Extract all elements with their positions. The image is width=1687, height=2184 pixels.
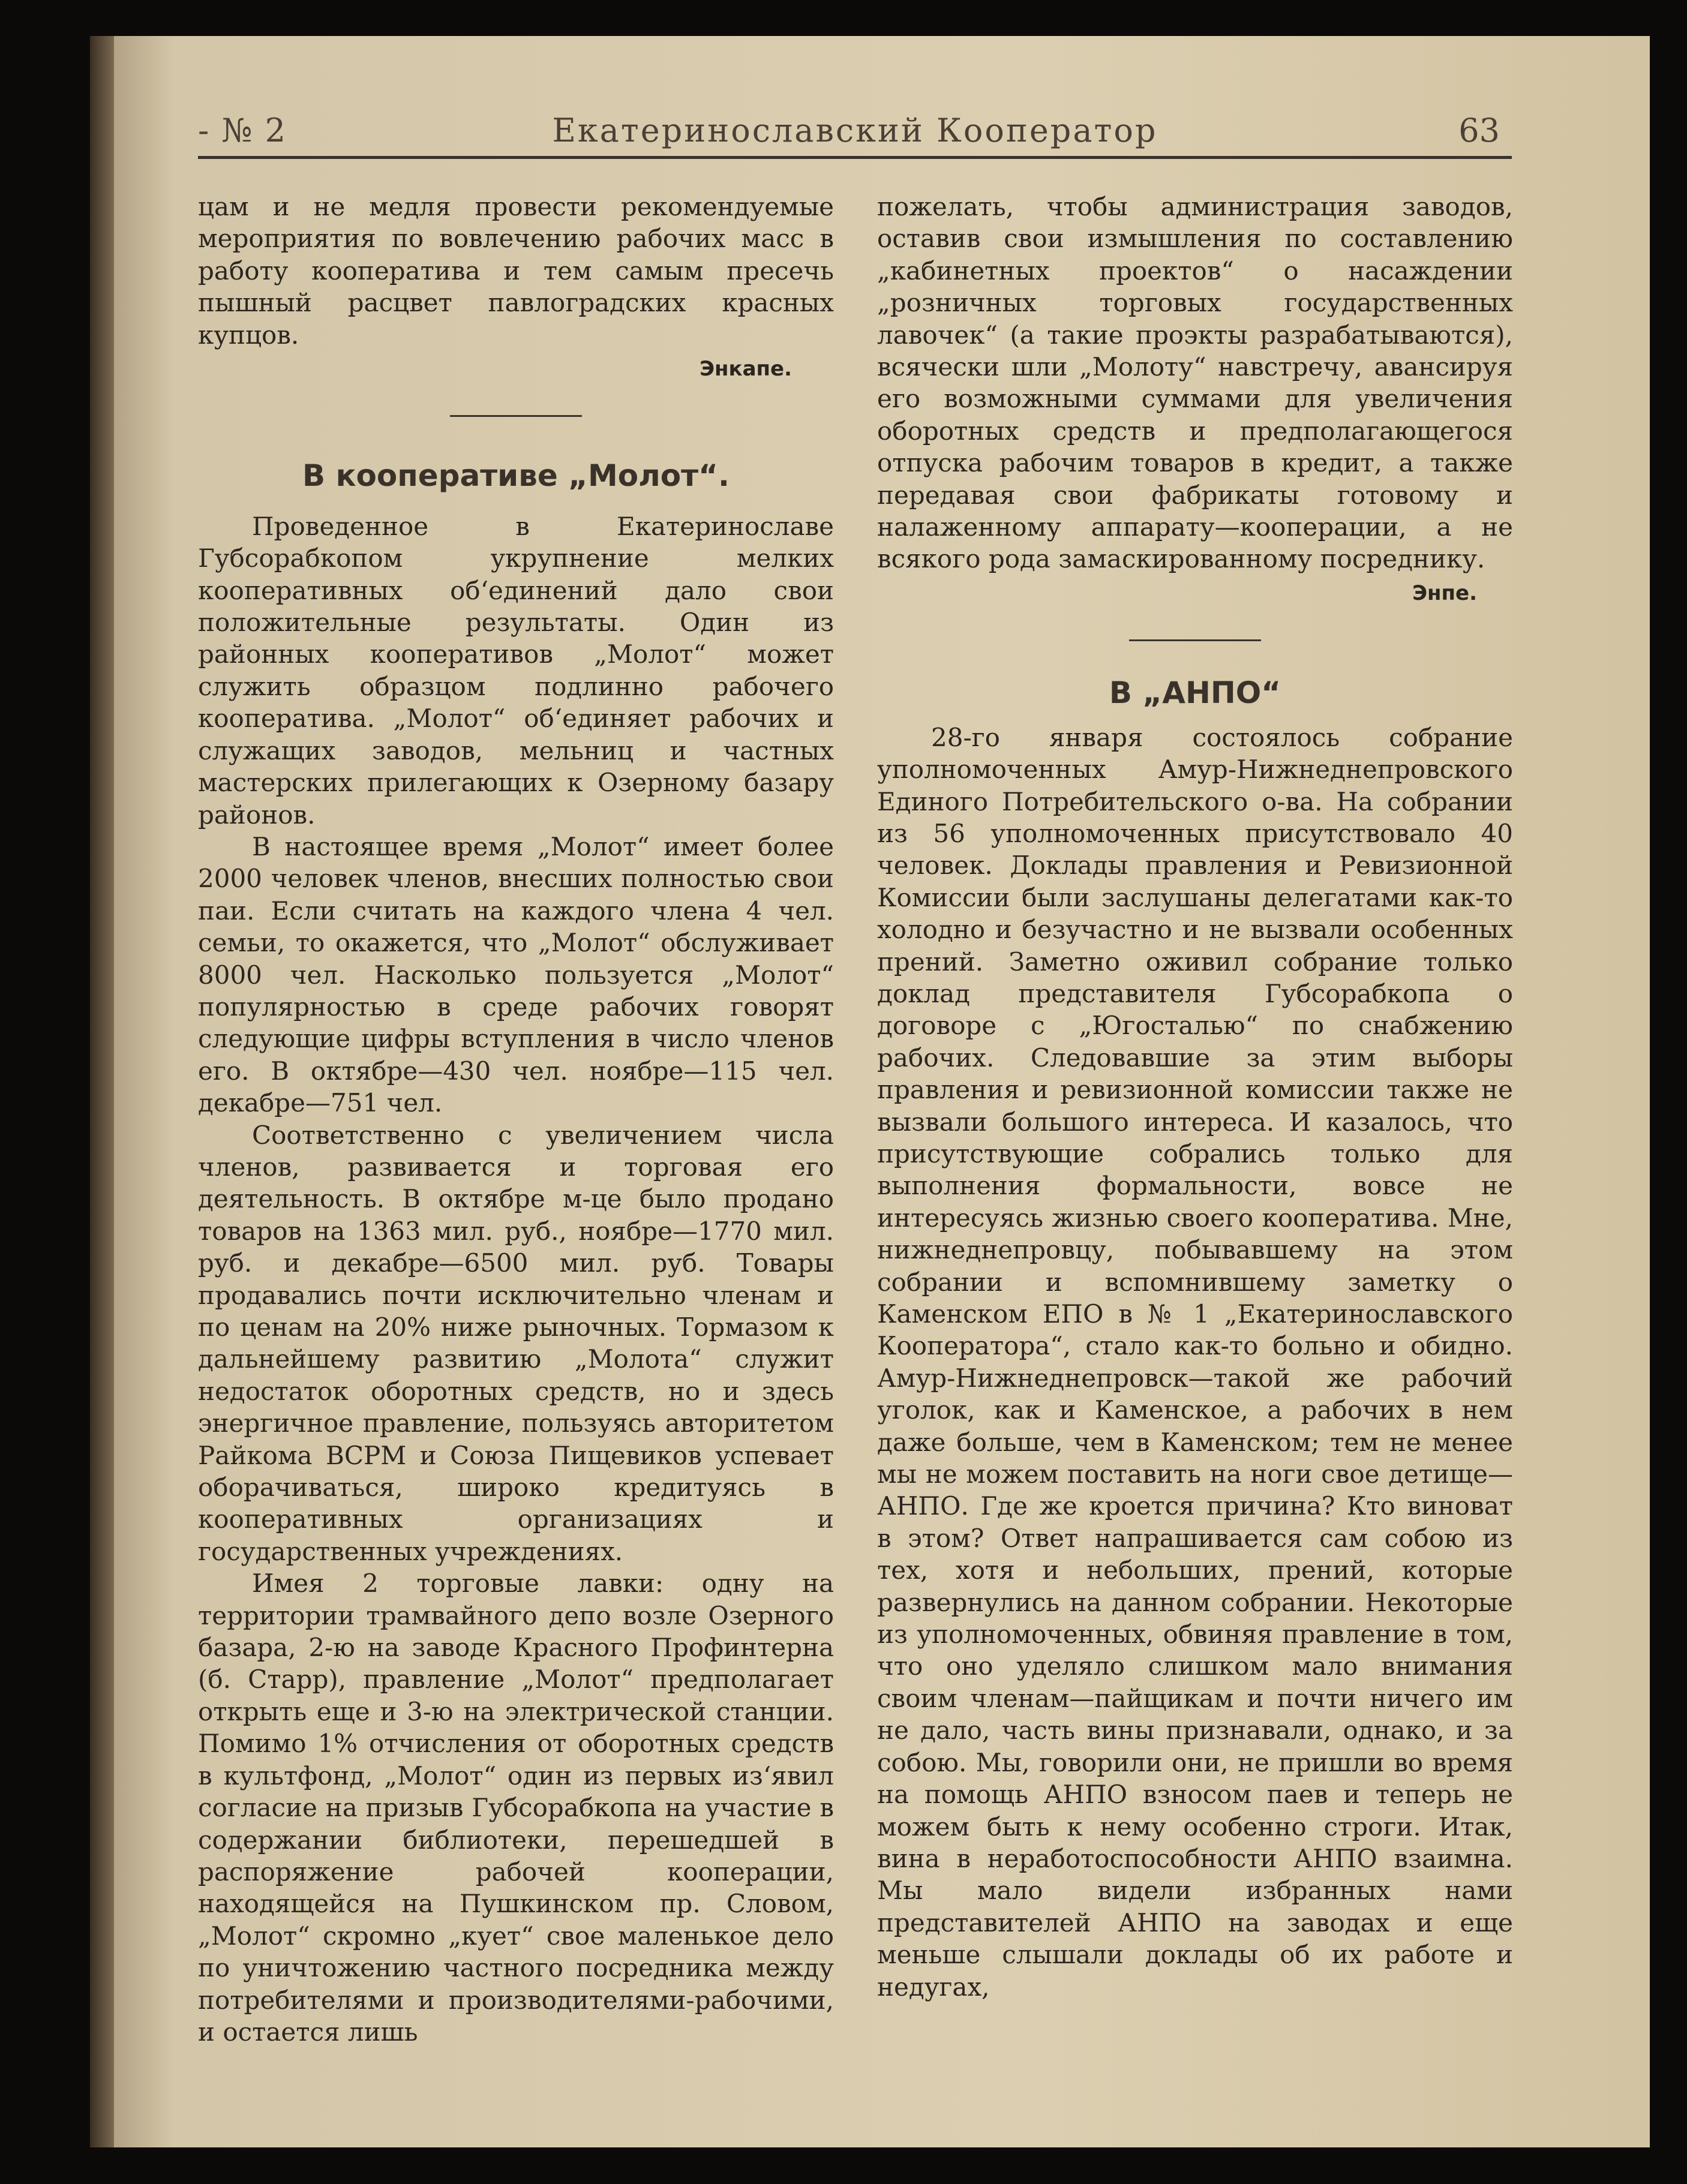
page-number: 63 <box>1458 112 1500 149</box>
intro-paragraph: цам и не медля провести рекомендуемые мероприятия по вовлечению рабочих масс в работу кооператива и тем самым пресечь пышный расцвет павлоградских красных купцов. <box>198 192 834 350</box>
article-title-anpo: В „АНПО“ <box>1109 675 1281 711</box>
section-divider <box>1129 639 1261 641</box>
article-paragraph: В настоящее время „Молот“ имеет более 2000 человек членов, внесших полностью свои паи. Если считать на каждого члена 4 чел. семьи, то окажется, что „Молот“ обслуживает 8000 чел. Насколько пользуется „Молот“ популярностью в среде рабочих говорят следующие цифры вступления в число членов его. В октябре—430 чел. ноябре—115 чел. декабре—751 чел. <box>198 831 834 1118</box>
article-signature: Энпе. <box>1412 581 1477 605</box>
article-paragraph: Соответственно с увеличением числа членов, развивается и торговая его деятельность. В октябре м-це было продано товаров на 1363 мил. руб., ноябре—1770 мил. руб. и декабре—6500 мил. руб. Товары продавались почти исключительно членам и по ценам на 20% ниже рыночных. Тормазом к дальнейшему развитию „Молота“ служит недостаток оборотных средств, но и здесь энергичное правление, пользуясь авторитетом Райкома ВСРМ и Союза Пищевиков успевает оборачиваться, широко кредитуясь в кооперативных организациях и государственных учреждениях. <box>198 1120 834 1566</box>
issue-number: - № 2 <box>198 112 287 149</box>
section-divider <box>450 415 582 417</box>
running-header <box>198 108 1512 159</box>
article-title-molot: В кооперативе „Молот“. <box>302 458 730 494</box>
article-paragraph: Имея 2 торговые лавки: одну на территории трамвайного депо возле Озерного базара, 2-ю на заводе Красного Профинтерна (б. Старр), правление „Молот“ предполагает открыть еще и 3-ю на электрической станции. Помимо 1% отчисления от оборотных средств в культфонд, „Молот“ один из первых из‘явил согласие на призыв Губсорабкопа на участие в содержании библиотеки, перешедшей в распоряжение рабочей кооперации, находящейся на Пушкинском пр. Словом, „Молот“ скромно „кует“ свое маленькое дело по уничтожению частного посредника между потребителями и производителями-рабочими, и остается лишь <box>198 1569 834 2047</box>
right-column <box>877 191 1513 2003</box>
article-paragraph: 28-го января состоялось собрание уполномоченных Амур-Нижнеднепровского Единого Потребительского о-ва. На собрании из 56 уполномоченных присутствовало 40 человек. Доклады правления и Ревизионной Комиссии были заслушаны делегатами как-то холодно и безучастно и не вызвали особенных прений. Заметно оживил собрание только доклад представителя Губсорабкопа о договоре с „Югосталью“ по снабжению рабочих. Следовавшие за этим выборы правления и ревизионной комиссии также не вызвали большого интереса. И казалось, что присутствующие собрались только для выполнения формальности, вовсе не интересуясь жизнью своего кооператива. Мне, нижнеднепровцу, побывавшему на этом собрании и вспомнившему заметку о Каменском ЕПО в № 1 „Екатеринославского Кооператора“, стало как-то больно и обидно. Амур-Нижнеднепровск—такой же рабочий уголок, как и Каменское, а рабочих в нем даже больше, чем в Каменском; тем не менее мы не можем поставить на ноги свое детище—АНПО. Где же кроется причина? Кто виноват в этом? Ответ напрашивается сам собою из тех, хотя и небольших, прений, которые развернулись на данном собрании. Некоторые из уполномоченных, обвиняя правление в том, что оно уделяло слишком мало внимания своим членам—пайщикам и почти ничего им не дало, часть вины признавали, однако, и за собою. Мы, говорили они, не пришли во время на помощь АНПО взносом паев и теперь не можем быть к нему особенно строги. Итак, вина в неработоспособности АНПО взаимна. Мы мало видели избранных нами представителей АНПО на заводах и еще меньше слышали доклады об их работе и недугах, <box>877 722 1513 2002</box>
article-continuation: пожелать, чтобы администрация заводов, оставив свои измышления по составлению „кабинетных проектов“ о насаждении „розничных торговых государственных лавочек“ (а такие проэкты разрабатываются), всячески шли „Молоту“ навстречу, авансируя его возможными суммами для увеличения оборотных средств и предполагающегося отпуска рабочим товаров в кредит, а также передавая свои фабрикаты готовому и налаженному аппарату—кооперации, а не всякого рода замаскированному посреднику. <box>877 192 1513 574</box>
article-paragraph: Проведенное в Екатеринославе Губсорабкопом укрупнение мелких кооперативных об‘единений дало свои положительные результаты. Один из районных кооперативов „Молот“ может служить образцом подлинно рабочего кооператива. „Молот“ об‘единяет рабочих и служащих заводов, мельниц и частных мастерских прилегающих к Озерному базару районов. <box>198 511 834 830</box>
intro-signature: Энкапе. <box>700 357 792 381</box>
journal-title: Екатеринославский Кооператор <box>552 112 1158 149</box>
left-column <box>198 191 834 2048</box>
